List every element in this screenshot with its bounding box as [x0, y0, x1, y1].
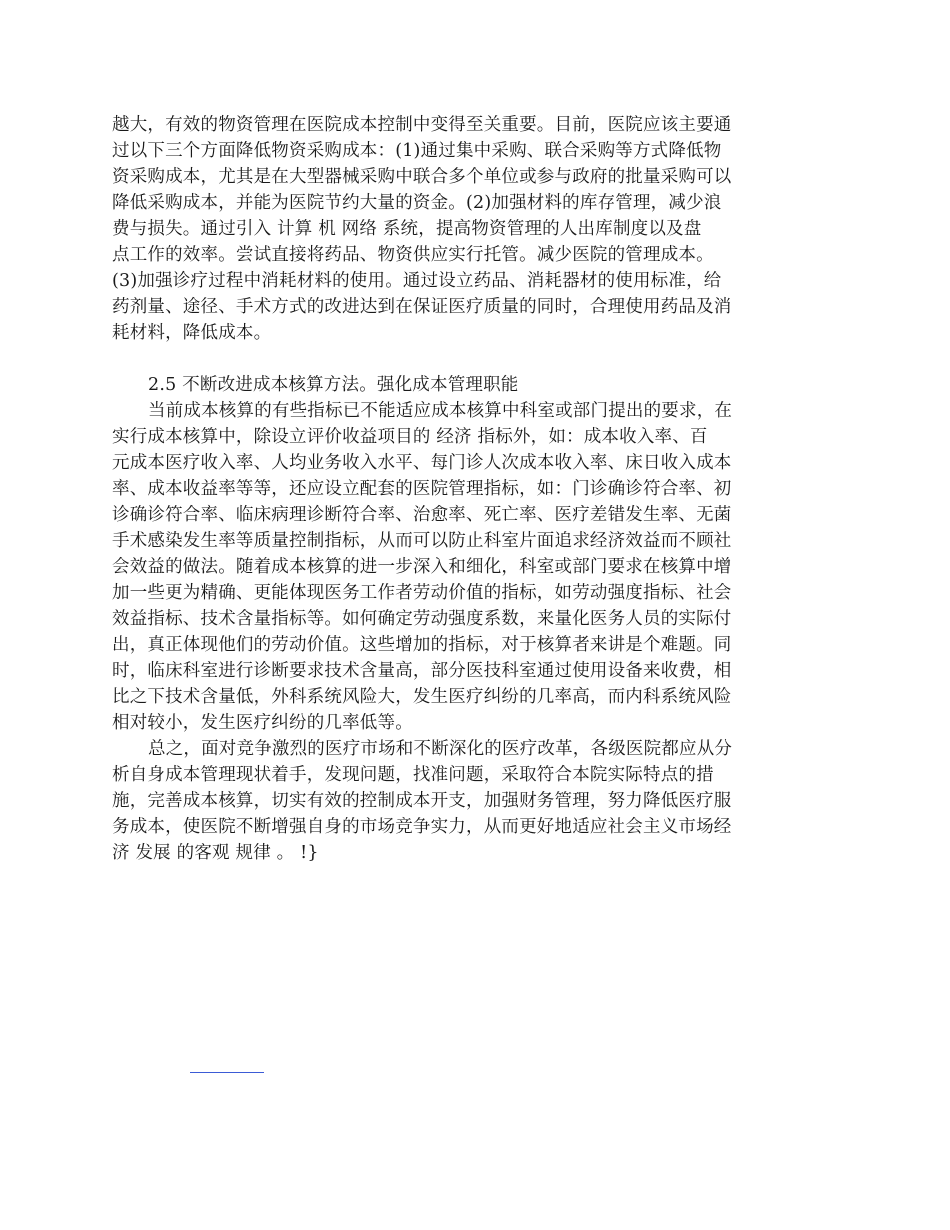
- text-line: 出，真正体现他们的劳动价值。这些增加的指标，对于核算者来讲是个难题。同: [112, 635, 732, 655]
- text-line: 率、成本收益率等等，还应设立配套的医院管理指标，如：门诊确诊符合率、初: [112, 479, 732, 499]
- paragraph-conclusion: [112, 736, 768, 866]
- paragraph-cost-accounting: [112, 398, 768, 736]
- text-line: 费与损失。通过引入 计算 机 网络 系统，提高物资管理的人出库制度以及盘: [112, 219, 702, 239]
- text-line: 务成本，使医院不断增强自身的市场竞争实力，从而更好地适应社会主义市场经: [112, 817, 732, 837]
- text-line: 时，临床科室进行诊断要求技术含量高，部分医技科室通过使用设备来收费，相: [112, 661, 732, 681]
- text-line: 诊确诊符合率、临床病理诊断符合率、治愈率、死亡率、医疗差错发生率、无菌: [112, 505, 732, 525]
- paragraph-materials-management: [112, 112, 768, 346]
- text-line: 会效益的做法。随着成本核算的进一步深入和细化，科室或部门要求在核算中增: [112, 557, 732, 577]
- text-line: 施，完善成本核算，切实有效的控制成本开支，加强财务管理，努力降低医疗服: [112, 791, 732, 811]
- text-line: 耗材料，降低成本。: [112, 323, 272, 343]
- text-line: 相对较小，发生医疗纠纷的几率低等。: [112, 713, 413, 733]
- text-line: (3)加强诊疗过程中消耗材料的使用。通过设立药品、消耗器材的使用标准，给: [112, 271, 722, 291]
- text-line: 析自身成本管理现状着手，发现问题，找准问题，采取符合本院实际特点的措: [112, 765, 714, 785]
- text-line: 济 发展 的客观 规律 。 !}: [112, 843, 319, 863]
- text-line: 比之下技术含量低，外科系统风险大，发生医疗纠纷的几率高，而内科系统风险: [112, 687, 732, 707]
- text-line: 效益指标、技术含量指标等。如何确定劳动强度系数，来量化医务人员的实际付: [112, 609, 732, 629]
- text-line: 过以下三个方面降低物资采购成本：(1)通过集中采购、联合采购等方式降低物: [112, 141, 722, 161]
- document-body: [112, 112, 768, 866]
- text-line: 药剂量、途径、手术方式的改进达到在保证医疗质量的同时，合理使用药品及消: [112, 297, 732, 317]
- text-line: 越大，有效的物资管理在医院成本控制中变得至关重要。目前，医院应该主要通: [112, 115, 732, 135]
- text-line: 点工作的效率。尝试直接将药品、物资供应实行托管。减少医院的管理成本。: [112, 245, 714, 265]
- paragraph-gap: [112, 346, 768, 372]
- text-line: 手术感染发生率等质量控制指标，从而可以防止科室片面追求经济效益而不顾社: [112, 531, 732, 551]
- text-line: 元成本医疗收入率、人均业务收入水平、每门诊人次成本收入率、床日收入成本: [112, 453, 732, 473]
- footnote-divider: [190, 1072, 264, 1073]
- text-line: 当前成本核算的有些指标已不能适应成本核算中科室或部门提出的要求，在: [148, 401, 733, 421]
- section-heading: 2.5 不断改进成本核算方法。强化成本管理职能: [148, 375, 519, 395]
- text-line: 降低采购成本，并能为医院节约大量的资金。(2)加强材料的库存管理，减少浪: [112, 193, 722, 213]
- text-line: 总之，面对竞争激烈的医疗市场和不断深化的医疗改革，各级医院都应从分: [148, 739, 733, 759]
- text-line: 实行成本核算中，除设立评价收益项目的 经济 指标外，如：成本收入率、百: [112, 427, 708, 447]
- text-line: 资采购成本，尤其是在大型器械采购中联合多个单位或参与政府的批量采购可以: [112, 167, 732, 187]
- text-line: 加一些更为精确、更能体现医务工作者劳动价值的指标，如劳动强度指标、社会: [112, 583, 732, 603]
